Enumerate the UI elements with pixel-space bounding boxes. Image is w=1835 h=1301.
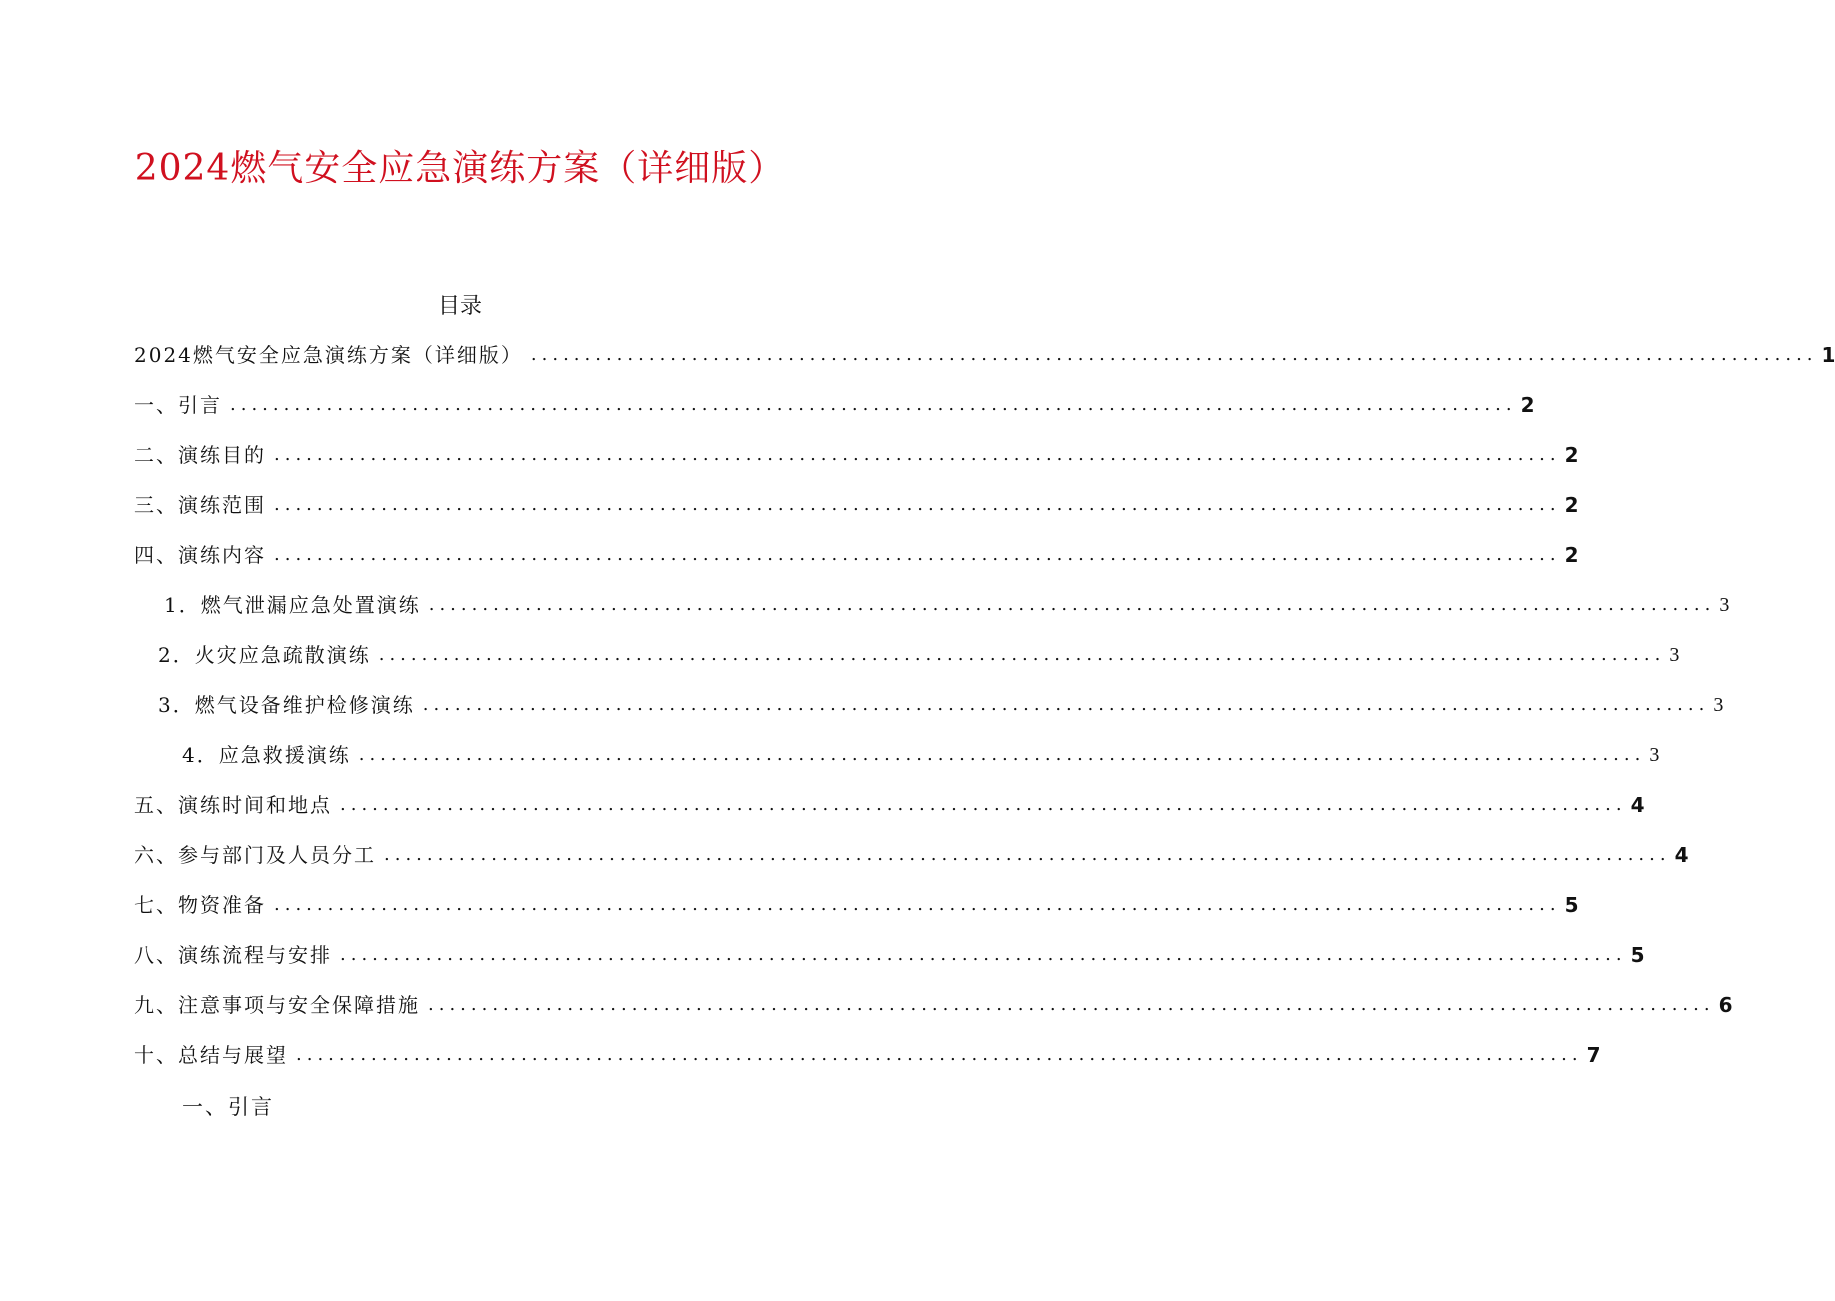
toc-entry-page: 5 (1630, 943, 1645, 967)
toc-leader-dots: ........................................................................................................................ (340, 944, 1627, 965)
toc-entry-text: 4．应急救援演练 (182, 743, 351, 767)
toc-entry-page: 5 (1564, 893, 1579, 917)
toc-entry[interactable] (134, 840, 1689, 870)
toc-entry-text: 九、注意事项与安全保障措施 (134, 993, 420, 1017)
toc-entry-page: 2 (1564, 443, 1579, 467)
toc-leader-dots: ........................................................................................................................ (358, 744, 1646, 765)
toc-leader-dots: ........................................................................................................................ (274, 444, 1561, 465)
toc-entry-page: 3 (1713, 694, 1724, 716)
toc-leader-dots: ........................................................................................................................ (378, 644, 1666, 665)
toc-entry[interactable] (134, 940, 1645, 970)
toc-heading: 目录 (437, 294, 482, 319)
section-heading: 一、引言 (182, 1095, 274, 1119)
toc-entry-page: 2 (1564, 493, 1579, 517)
toc-leader-dots: ........................................................................................................................ (296, 1044, 1583, 1065)
toc-leader-dots: ........................................................................................................................ (340, 794, 1627, 815)
toc-entry-page: 4 (1630, 793, 1645, 817)
toc-entry-text: 五、演练时间和地点 (134, 793, 332, 817)
toc-entry-page: 7 (1586, 1043, 1601, 1067)
toc-entry[interactable] (134, 790, 1645, 820)
toc-entry-text: 一、引言 (134, 393, 222, 417)
toc-entry[interactable] (134, 540, 1579, 570)
toc-entry-page: 1 (1821, 343, 1835, 367)
toc-entry[interactable] (158, 640, 1680, 670)
toc-leader-dots: ........................................................................................................................ (530, 344, 1818, 365)
toc-entry-text: 十、总结与展望 (134, 1043, 288, 1067)
toc-entry-text: 二、演练目的 (134, 443, 266, 467)
toc-leader-dots: ........................................................................................................................ (428, 594, 1716, 615)
toc-entry-text: 六、参与部门及人员分工 (134, 843, 376, 867)
toc-entry-page: 4 (1674, 843, 1689, 867)
toc-entry-text: 3．燃气设备维护检修演练 (158, 693, 415, 717)
toc-entry-text: 七、物资准备 (134, 893, 266, 917)
toc-leader-dots: ........................................................................................................................ (274, 544, 1561, 565)
toc-leader-dots: ........................................................................................................................ (274, 894, 1561, 915)
toc-entry-text: 四、演练内容 (134, 543, 266, 567)
toc-entry[interactable] (134, 340, 1835, 370)
toc-leader-dots: ........................................................................................................................ (422, 694, 1710, 715)
toc-entry-text: 三、演练范围 (134, 493, 266, 517)
toc-leader-dots: ........................................................................................................................ (384, 844, 1671, 865)
toc-entry-text: 2．火灾应急疏散演练 (158, 643, 371, 667)
toc-entry[interactable] (134, 390, 1535, 420)
toc-entry-text: 2024燃气安全应急演练方案（详细版） (134, 343, 523, 367)
toc-entry-page: 2 (1520, 393, 1535, 417)
toc-entry[interactable] (134, 1040, 1601, 1070)
toc-entry-text: 1．燃气泄漏应急处置演练 (164, 593, 421, 617)
toc-entry[interactable] (134, 890, 1579, 920)
toc-entry-text: 八、演练流程与安排 (134, 943, 332, 967)
toc-entry[interactable] (158, 690, 1724, 720)
toc-leader-dots: ........................................................................................................................ (230, 394, 1517, 415)
document-title: 2024燃气安全应急演练方案（详细版） (134, 148, 786, 189)
toc-entry[interactable] (134, 990, 1733, 1020)
toc-entry-page: 2 (1564, 543, 1579, 567)
toc-entry[interactable] (182, 740, 1660, 770)
toc-entry[interactable] (134, 440, 1579, 470)
toc-leader-dots: ........................................................................................................................ (274, 494, 1561, 515)
toc-entry-page: 3 (1669, 644, 1680, 666)
toc-leader-dots: ........................................................................................................................ (428, 994, 1715, 1015)
toc-entry-page: 3 (1719, 594, 1730, 616)
toc-entry-page: 6 (1718, 993, 1733, 1017)
toc-entry-page: 3 (1649, 744, 1660, 766)
toc-entry[interactable] (134, 490, 1579, 520)
toc-entry[interactable] (164, 590, 1730, 620)
